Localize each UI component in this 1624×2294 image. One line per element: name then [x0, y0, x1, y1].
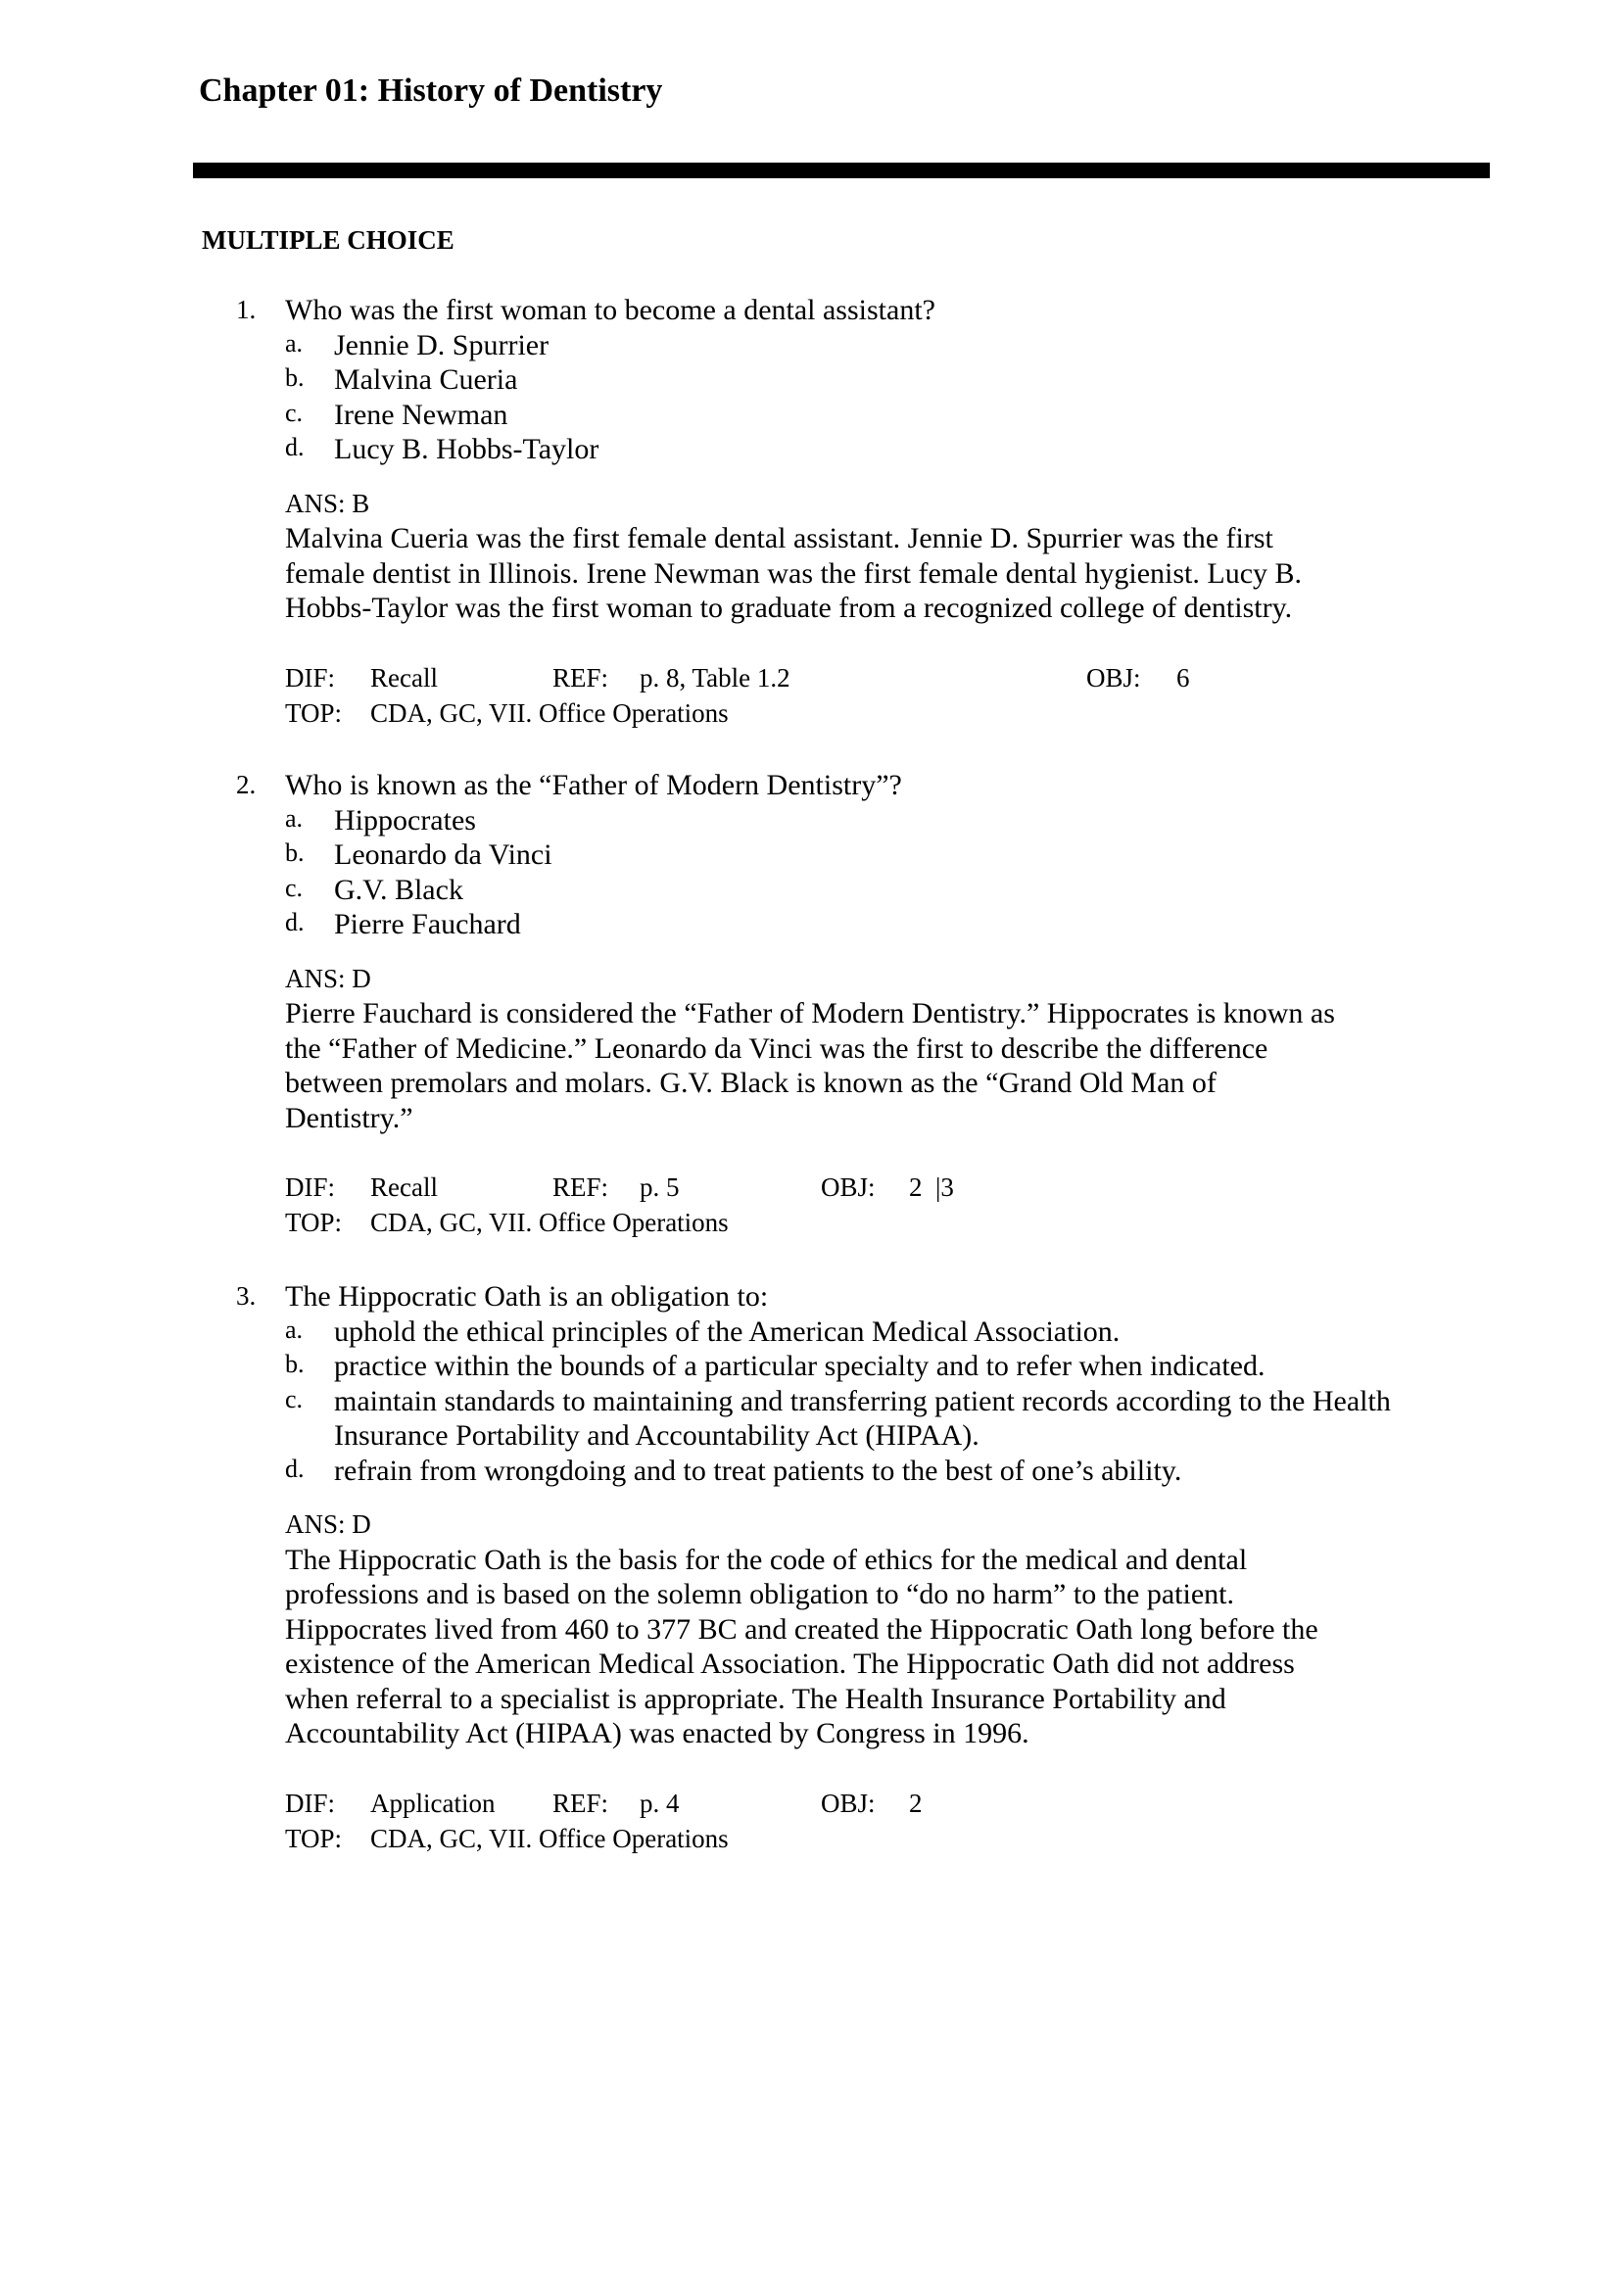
option-letter: a. — [285, 1314, 304, 1344]
answer-option — [285, 362, 1509, 398]
question-1 — [236, 293, 1509, 731]
explanation-line: Malvina Cueria was the first female dental assistant. Jennie D. Spurrier was the first — [285, 522, 1273, 554]
option-letter: b. — [285, 1350, 305, 1378]
answer-option — [285, 1384, 1509, 1454]
answer-key: ANS: D — [285, 963, 371, 993]
dif-label: DIF: — [285, 1172, 336, 1202]
option-text: Lucy B. Hobbs-Taylor — [334, 433, 599, 465]
explanation-line: Accountability Act (HIPAA) was enacted by Congress in 1996. — [285, 1717, 1029, 1749]
explanation-line: professions and is based on the solemn obligation to “do no harm” to the patient. — [285, 1578, 1234, 1610]
option-text: Leonardo da Vinci — [334, 838, 552, 871]
question-number: 1. — [236, 295, 257, 324]
explanation-line: the “Father of Medicine.” Leonardo da Vinci was the first to describe the difference — [285, 1031, 1268, 1065]
answer-key: ANS: D — [285, 1509, 371, 1539]
ref-label: REF: — [552, 1172, 609, 1202]
topic: CDA, GC, VII. Office Operations — [370, 1208, 729, 1237]
answer-key: ANS: B — [285, 488, 370, 518]
question-stem: The Hippocratic Oath is an obligation to: — [285, 1280, 769, 1313]
objective: 2 |3 — [909, 1172, 954, 1202]
reference: p. 8, Table 1.2 — [640, 662, 790, 693]
option-letter: c. — [285, 1384, 304, 1413]
top-label: TOP: — [285, 697, 343, 728]
topic: CDA, GC, VII. Office Operations — [370, 697, 729, 728]
explanation-line: Hobbs-Taylor was the first woman to graduate from a recognized college of dentistry. — [285, 592, 1293, 624]
option-letter: a. — [285, 328, 304, 358]
objective: 6 — [1176, 662, 1190, 693]
answer-option — [285, 873, 1509, 908]
question-metadata — [285, 1170, 1509, 1240]
explanation-line: Dentistry.” — [285, 1101, 413, 1134]
section-heading: MULTIPLE CHOICE — [202, 225, 454, 255]
answer-option — [285, 803, 1509, 838]
option-text: Jennie D. Spurrier — [334, 328, 549, 361]
option-letter: b. — [285, 838, 305, 867]
difficulty: Recall — [370, 1172, 438, 1202]
top-label: TOP: — [285, 1208, 343, 1237]
explanation-line: when referral to a specialist is appropriate. The Health Insurance Portability and — [285, 1682, 1226, 1715]
answer-option — [285, 432, 1509, 467]
answer-option — [285, 1349, 1509, 1384]
question-metadata — [285, 660, 1509, 731]
option-text: uphold the ethical principles of the American Medical Association. — [334, 1314, 1121, 1348]
option-text: maintain standards to maintaining and transferring patient records according to the Health Insurance Portability and Accountability Act (HIPAA). — [334, 1384, 1391, 1452]
option-text: Hippocrates — [334, 803, 476, 836]
explanation-line: existence of the American Medical Association. The Hippocratic Oath did not address — [285, 1648, 1295, 1680]
option-letter: d. — [285, 433, 305, 461]
option-letter: b. — [285, 363, 305, 392]
option-letter: d. — [285, 1454, 305, 1483]
obj-label: OBJ: — [1086, 662, 1141, 693]
top-label: TOP: — [285, 1823, 343, 1853]
explanation-line: between premolars and molars. G.V. Black is known as the “Grand Old Man of — [285, 1067, 1217, 1099]
reference: p. 4 — [640, 1788, 680, 1818]
option-text: refrain from wrongdoing and to treat patients to the best of one’s ability. — [334, 1454, 1182, 1487]
obj-label: OBJ: — [821, 1788, 876, 1818]
question-3 — [236, 1279, 1509, 1856]
reference: p. 5 — [640, 1172, 680, 1202]
dif-label: DIF: — [285, 662, 336, 693]
obj-label: OBJ: — [821, 1172, 876, 1202]
answer-option — [285, 1314, 1509, 1350]
option-letter: c. — [285, 398, 304, 427]
topic: CDA, GC, VII. Office Operations — [370, 1823, 729, 1853]
answer-option — [285, 837, 1509, 873]
option-letter: a. — [285, 803, 304, 833]
difficulty: Application — [370, 1788, 496, 1818]
option-text: Malvina Cueria — [334, 363, 518, 396]
chapter-title: Chapter 01: History of Dentistry — [199, 72, 663, 109]
answer-option — [285, 398, 1509, 433]
question-stem: Who was the first woman to become a dental assistant? — [285, 294, 935, 326]
explanation-line: female dentist in Illinois. Irene Newman was the first female dental hygienist. Lucy B. — [285, 556, 1303, 590]
question-number: 2. — [236, 770, 257, 799]
question-number: 3. — [236, 1281, 257, 1311]
answer-option — [285, 907, 1509, 942]
option-text: practice within the bounds of a particular specialty and to refer when indicated. — [334, 1350, 1266, 1382]
answer-option — [285, 1454, 1509, 1489]
question-2 — [236, 768, 1509, 1240]
ref-label: REF: — [552, 662, 609, 693]
option-text: Irene Newman — [334, 398, 508, 431]
explanation-line: The Hippocratic Oath is the basis for the code of ethics for the medical and dental — [285, 1543, 1248, 1576]
option-letter: c. — [285, 873, 304, 902]
explanation-line: Hippocrates lived from 460 to 377 BC and created the Hippocratic Oath long before the — [285, 1612, 1318, 1646]
question-metadata — [285, 1786, 1509, 1856]
title-divider — [193, 163, 1490, 178]
difficulty: Recall — [370, 662, 438, 693]
ref-label: REF: — [552, 1788, 609, 1818]
explanation-line: Pierre Fauchard is considered the “Father of Modern Dentistry.” Hippocrates is known as — [285, 997, 1335, 1029]
option-letter: d. — [285, 908, 305, 936]
answer-option — [285, 328, 1509, 363]
question-stem: Who is known as the “Father of Modern Dentistry”? — [285, 769, 902, 801]
dif-label: DIF: — [285, 1788, 336, 1818]
option-text: Pierre Fauchard — [334, 908, 521, 940]
option-text: G.V. Black — [334, 873, 463, 906]
objective: 2 — [909, 1788, 923, 1818]
